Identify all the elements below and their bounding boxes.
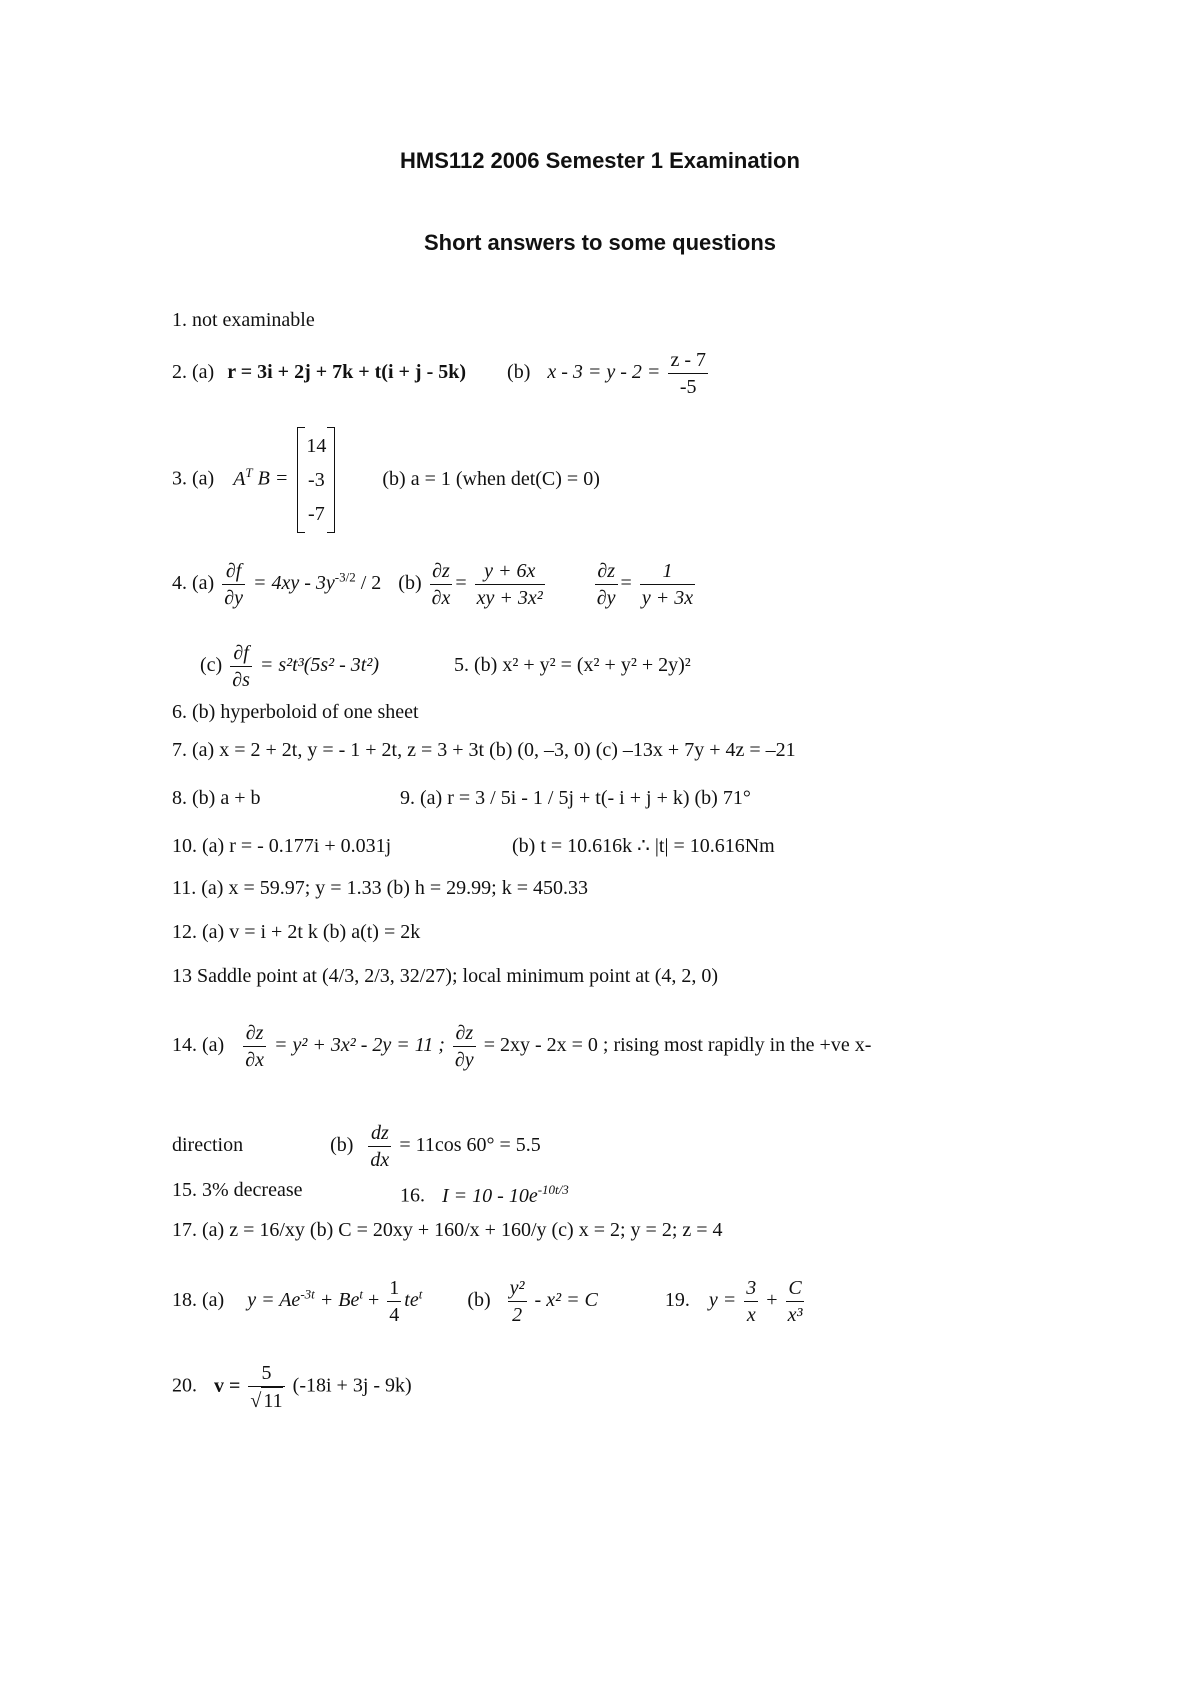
fraction-denominator: y + 3x bbox=[640, 584, 695, 611]
answer-4-c-derivative bbox=[230, 640, 252, 693]
answer-18-sup-2: t bbox=[359, 1286, 363, 1302]
answer-19-plus: + bbox=[766, 1289, 778, 1312]
fraction-denominator: dx bbox=[368, 1146, 391, 1173]
answer-3-matrix bbox=[297, 427, 335, 533]
answer-4-b1-value bbox=[475, 558, 545, 611]
answer-18-expr-4: te bbox=[404, 1289, 419, 1312]
answer-3 bbox=[172, 427, 600, 533]
answer-12: 12. (a) v = i + 2t k (b) a(t) = 2k bbox=[172, 921, 421, 943]
fraction-numerator: 1 bbox=[389, 1277, 400, 1299]
answer-11: 11. (a) x = 59.97; y = 1.33 (b) h = 29.99; k = 450.33 bbox=[172, 877, 589, 899]
answer-20-fraction bbox=[248, 1360, 284, 1414]
answer-1: 1. not examinable bbox=[172, 309, 315, 331]
answer-18-sup-1: -3t bbox=[300, 1286, 315, 1302]
answer-18-expr-2: + Be bbox=[319, 1289, 360, 1312]
answer-4-b2-value bbox=[640, 558, 695, 611]
answer-16-expr: I = 10 - 10e bbox=[442, 1184, 538, 1207]
fraction-numerator: 5 bbox=[261, 1362, 272, 1384]
fraction-denominator: -5 bbox=[668, 373, 708, 400]
answer-4-ab: 4. (a) $\frac{\partial f}{\partial y}$ = $4xy - 3y^{-3/2} / 2$ (b) $\frac{\partial z}{\partial x}$ = $\frac{y + 6x}{\text{xy + 3x²}}$ $\frac{\partial z}{\partial y}$ = $\frac{1}{y + 3x}$ bbox=[172, 560, 694, 609]
answer-3-a-label: 3. (a) bbox=[172, 467, 215, 490]
answer-10 bbox=[172, 834, 775, 858]
answer-20 bbox=[172, 1360, 412, 1414]
answer-18-b-fraction bbox=[508, 1275, 527, 1328]
answer-14-direction: direction bbox=[172, 1134, 244, 1157]
fraction-numerator: 1 bbox=[662, 560, 673, 582]
answer-18-b-rhs: - x² = C bbox=[534, 1289, 598, 1312]
answer-3-a-lhs: A bbox=[233, 467, 246, 490]
answer-3-b: (b) a = 1 (when det(C) = 0) bbox=[382, 467, 600, 490]
fraction-numerator: ∂z bbox=[245, 1022, 264, 1044]
answer-4-a-rhs: = 4xy - 3y bbox=[252, 572, 335, 595]
fraction-denominator: ∂y bbox=[453, 1046, 476, 1073]
answer-5: 5. (b) x² + y² = (x² + y² + 2y)² bbox=[454, 654, 691, 677]
answer-19-fraction-2 bbox=[786, 1275, 805, 1328]
fraction-numerator: z - 7 bbox=[670, 349, 706, 371]
fraction-denominator: ∂s bbox=[230, 666, 252, 693]
answer-2-a-expr: r = 3i + 2j + 7k + t(i + j - 5k) bbox=[227, 361, 467, 384]
fraction-denominator: x bbox=[744, 1301, 758, 1328]
answer-2 bbox=[172, 347, 711, 400]
sqrt-radicand: 11 bbox=[261, 1387, 282, 1414]
fraction-denominator bbox=[248, 1386, 284, 1414]
answer-14-partial-x-rhs: = y² + 3x² - 2y = 11 ; bbox=[273, 1034, 445, 1057]
fraction-numerator: ∂f bbox=[225, 560, 242, 582]
answer-4-a-sup: -3/2 bbox=[334, 569, 356, 585]
answer-2-b-lhs: x - 3 = y - 2 = bbox=[547, 361, 661, 384]
answer-18-19 bbox=[172, 1275, 807, 1328]
fraction-numerator: ∂z bbox=[455, 1022, 474, 1044]
fraction-denominator: xy + 3x² bbox=[475, 584, 545, 611]
fraction-denominator: 4 bbox=[387, 1301, 401, 1328]
answer-4-c-rhs: = s²t³(5s² - 3t²) bbox=[259, 654, 380, 677]
fraction-denominator: ∂y bbox=[595, 584, 618, 611]
fraction-denominator: ∂x bbox=[430, 584, 453, 611]
fraction-denominator: ∂y bbox=[222, 584, 245, 611]
answer-14-partial-x bbox=[243, 1020, 266, 1073]
answer-20-label: 20. bbox=[172, 1374, 197, 1397]
answer-8: 8. (b) a + b bbox=[172, 787, 261, 809]
answer-6: 6. (b) hyperboloid of one sheet bbox=[172, 701, 419, 723]
answer-4-a-tail: / 2 bbox=[360, 572, 382, 595]
answer-19-fraction-1 bbox=[744, 1275, 758, 1328]
answer-14-partial-y bbox=[453, 1020, 476, 1073]
answer-9: 9. (a) r = 3 / 5i - 1 / 5j + t(- i + j + k) (b) 71° bbox=[400, 787, 751, 809]
fraction-numerator: ∂f bbox=[233, 642, 249, 664]
answer-17: 17. (a) z = 16/xy (b) C = 20xy + 160/x + 160/y (c) x = 2; y = 2; z = 4 bbox=[172, 1219, 723, 1241]
answer-4-b1-derivative bbox=[430, 558, 453, 611]
answer-7: 7. (a) x = 2 + 2t, y = - 1 + 2t, z = 3 + 3t (b) (0, –3, 0) (c) –13x + 7y + 4z = –21 bbox=[172, 739, 796, 761]
fraction-numerator: dz bbox=[370, 1122, 389, 1144]
answer-2-b-label: (b) bbox=[507, 361, 531, 384]
answer-8-9 bbox=[172, 786, 751, 810]
answer-2-b-fraction bbox=[668, 347, 708, 400]
answer-4-a-derivative bbox=[222, 558, 245, 611]
answer-4c-5 bbox=[200, 640, 691, 693]
page-title: HMS112 2006 Semester 1 Examination bbox=[400, 148, 800, 173]
answer-15-16 bbox=[172, 1178, 569, 1207]
answer-20-rhs: (-18i + 3j - 9k) bbox=[292, 1374, 412, 1397]
answer-14-label: 14. (a) bbox=[172, 1034, 225, 1057]
answer-18-expr-1: y = Ae bbox=[247, 1289, 301, 1312]
fraction-numerator: 3 bbox=[746, 1277, 757, 1299]
answer-19-label: 19. bbox=[664, 1289, 690, 1312]
fraction-numerator: ∂z bbox=[432, 560, 450, 582]
fraction-numerator: y² bbox=[509, 1277, 525, 1299]
fraction-numerator: ∂z bbox=[597, 560, 615, 582]
answer-2-a-label: 2. (a) bbox=[172, 361, 215, 384]
answer-20-lhs: v = bbox=[214, 1374, 241, 1397]
matrix-entry: -7 bbox=[308, 503, 325, 525]
answer-18-b-label: (b) bbox=[467, 1289, 491, 1312]
answer-18-expr-3: + bbox=[367, 1289, 380, 1312]
answer-18-sup-4: t bbox=[418, 1286, 423, 1302]
answer-3-a-sup: T bbox=[245, 464, 253, 480]
answer-14-line-1 bbox=[172, 1020, 871, 1073]
answer-14-b-rhs: = 11cos 60° = 5.5 bbox=[399, 1134, 541, 1157]
fraction-numerator: C bbox=[788, 1277, 802, 1299]
answer-10-b: (b) t = 10.616k ∴ |t| = 10.616Nm bbox=[512, 835, 775, 857]
page-subtitle: Short answers to some questions bbox=[423, 230, 777, 255]
answer-14-b-label: (b) bbox=[330, 1134, 354, 1157]
answer-13: 13 Saddle point at (4/3, 2/3, 32/27); local minimum point at (4, 2, 0) bbox=[172, 965, 719, 987]
answer-10-a: 10. (a) r = - 0.177i + 0.031j bbox=[172, 835, 392, 857]
answer-16 bbox=[400, 1178, 569, 1208]
matrix-entry: 14 bbox=[306, 435, 327, 457]
answer-4-b-label: (b) bbox=[398, 572, 422, 595]
answer-4-b2-derivative bbox=[595, 558, 618, 611]
answer-18-fraction bbox=[387, 1275, 401, 1328]
fraction-denominator: ∂x bbox=[243, 1046, 266, 1073]
answer-14-b-derivative bbox=[368, 1120, 391, 1173]
answer-15: 15. 3% decrease bbox=[172, 1179, 303, 1201]
answer-3-a-rhs: B = bbox=[257, 467, 289, 490]
sqrt-icon: √ bbox=[250, 1390, 262, 1412]
answer-16-label: 16. bbox=[400, 1184, 425, 1207]
answer-14-partial-y-rhs: = 2xy - 2x = 0 ; rising most rapidly in the +ve x- bbox=[483, 1034, 872, 1057]
answer-16-sup: -10t/3 bbox=[537, 1182, 569, 1197]
fraction-denominator: x³ bbox=[786, 1301, 805, 1328]
fraction-numerator: y + 6x bbox=[484, 560, 536, 582]
answer-4-a-label: 4. (a) bbox=[172, 572, 215, 595]
answer-14-line-2 bbox=[172, 1120, 541, 1173]
matrix-entry: -3 bbox=[308, 469, 325, 491]
answer-19-lhs: y = bbox=[708, 1289, 737, 1312]
answer-4-c-label: (c) bbox=[200, 654, 223, 677]
answer-18-label: 18. (a) bbox=[172, 1289, 225, 1312]
fraction-denominator: 2 bbox=[508, 1301, 527, 1328]
